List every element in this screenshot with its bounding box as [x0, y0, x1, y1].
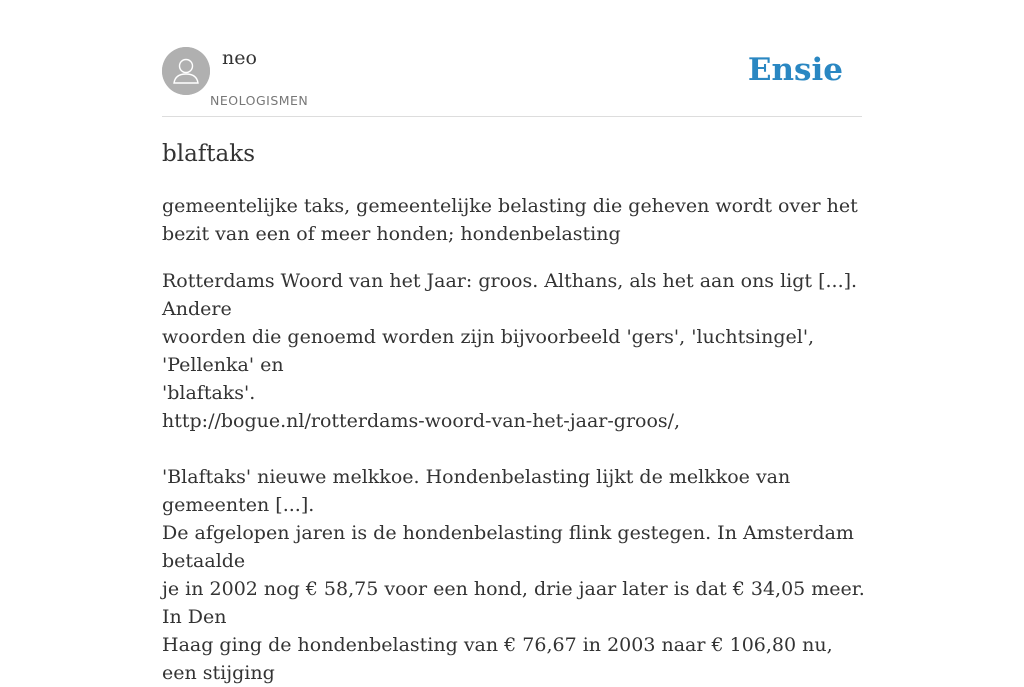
entry-header [162, 46, 862, 117]
example-line: woorden die genoemd worden zijn bijvoorbeeld 'gers', 'luchtsingel', 'Pellenka' en [162, 326, 815, 376]
example-line: je in 2002 nog € 58,75 voor een hond, drie jaar later is dat € 34,05 meer. In Den [162, 578, 865, 628]
example-line: Rotterdams Woord van het Jaar: groos. Althans, als het aan ons ligt [...]. Andere [162, 270, 858, 320]
ensie-logo-link[interactable]: Ensie [747, 52, 843, 88]
entry-title: blaftaks [162, 141, 255, 167]
paragraph-gap [162, 435, 872, 463]
example-source-link[interactable]: http://bogue.nl/rotterdams-woord-van-het-jaar-groos/, [162, 410, 681, 432]
example-line: 'Blaftaks' nieuwe melkkoe. Hondenbelasting lijkt de melkkoe van gemeenten [...]. [162, 466, 791, 516]
entry-definition: gemeentelijke taks, gemeentelijke belasting die geheven wordt over het bezit van een of meer honden; hondenbelasting [162, 195, 858, 245]
example-line: 'blaftaks'. [162, 382, 256, 404]
example-line: Haag ging de hondenbelasting van € 76,67 in 2003 naar € 106,80 nu, een stijging [162, 634, 833, 684]
entry-example [162, 267, 872, 687]
example-line: De afgelopen jaren is de hondenbelasting flink gestegen. In Amsterdam betaalde [162, 522, 854, 572]
author-name-link[interactable]: neo [222, 47, 257, 69]
user-avatar-icon[interactable] [162, 47, 210, 95]
collection-link[interactable]: NEOLOGISMEN [210, 93, 309, 108]
